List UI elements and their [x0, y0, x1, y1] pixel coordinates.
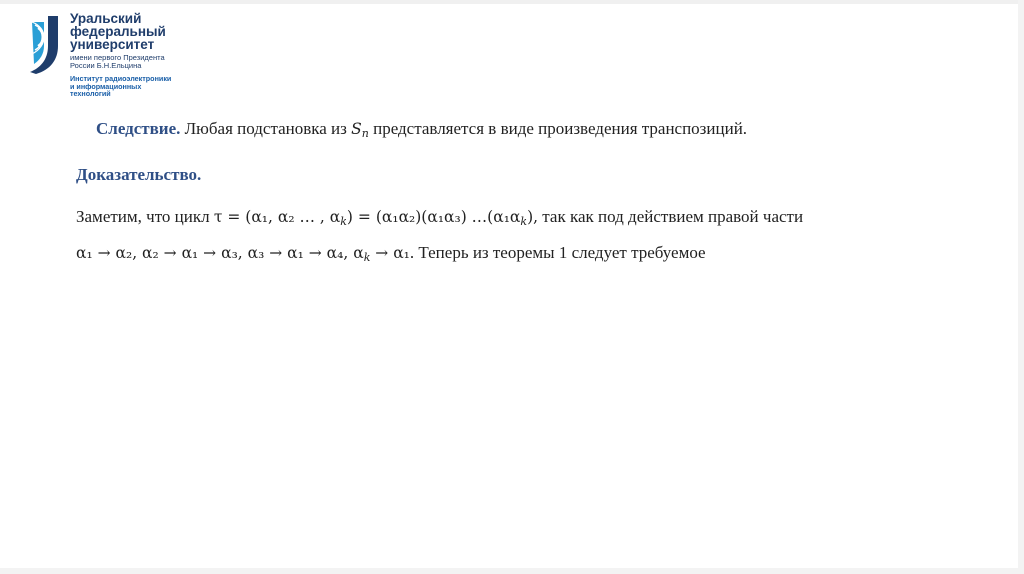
tau-symbol: τ [213, 208, 223, 226]
product-index-k: k [520, 215, 528, 228]
mapping-index-k: k [363, 251, 371, 264]
corollary-statement [96, 118, 747, 140]
university-subtitle: имени первого Президента России Б.Н.Ельцина [70, 53, 165, 70]
set-symbol: S [351, 120, 362, 138]
mapping-end: → α₁ [370, 244, 410, 262]
cycle-index-k: k [340, 215, 347, 228]
proof-line-2-tail: . Теперь из теоремы 1 следует требуемое [409, 243, 706, 262]
corollary-text-before: Любая подстановка из [184, 119, 347, 138]
corollary-label: Следствие. [96, 119, 181, 138]
equals-sign: = [227, 208, 241, 226]
proof-line-1-tail: так как под действием правой части [542, 207, 804, 226]
symmetric-group-symbol [351, 120, 369, 138]
logo-text [70, 12, 171, 98]
university-logo [22, 12, 222, 104]
proof-line-1 [76, 206, 803, 228]
product-close: ), [527, 208, 539, 226]
equals-sign: = [357, 208, 371, 226]
set-index: n [361, 127, 369, 140]
corollary-text-after: представляется в виде произведения транспозиций. [373, 119, 748, 138]
proof-line-2 [76, 242, 706, 264]
institute-name: Институт радиоэлектроники и информационных технологий [70, 74, 172, 99]
urfu-emblem-icon [22, 12, 70, 76]
slide-right-border [1018, 0, 1024, 574]
cycle-expression: (α₁, α₂ … , α [245, 208, 341, 226]
proof-label: Доказательство. [76, 165, 202, 184]
cycle-close: ) [346, 208, 353, 226]
cycle-formula [214, 208, 538, 226]
mapping-formula [76, 244, 410, 262]
slide-top-border [0, 0, 1024, 4]
mapping-chain: α₁ → α₂, α₂ → α₁ → α₃, α₃ → α₁ → α₄, α [76, 244, 364, 262]
university-name: Уральский федеральный университет [70, 11, 166, 52]
proof-line-1-lead: Заметим, что цикл [76, 207, 210, 226]
slide-bottom-border [0, 568, 1024, 574]
transposition-product: (α₁α₂)(α₁α₃) …(α₁α [375, 208, 521, 226]
